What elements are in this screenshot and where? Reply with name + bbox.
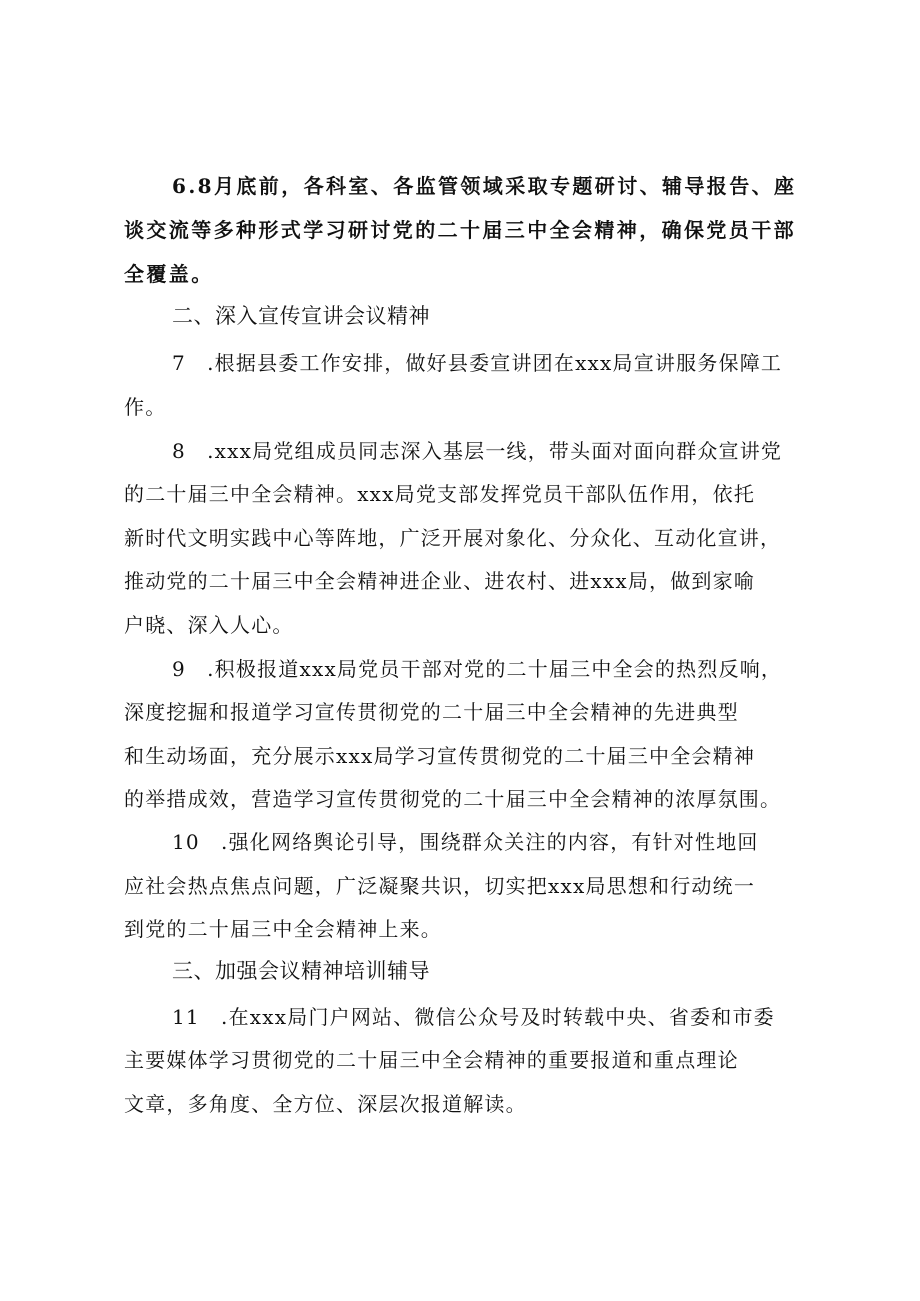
item-11-line-1: 11 .在xxx局门户网站、微信公众号及时转载中央、省委和市委 xyxy=(172,1005,775,1029)
item-9-line-3: 和生动场面，充分展示xxx局学习宣传贯彻党的二十届三中全会精神 xyxy=(124,744,756,768)
item-8-line-5: 户晓、深入人心。 xyxy=(124,613,294,637)
item-11-line-2: 主要媒体学习贯彻党的二十届三中全会精神的重要报道和重点理论 xyxy=(124,1048,739,1072)
item-6-line-3: 全覆盖。 xyxy=(124,262,214,286)
item-10-line-3: 到党的二十届三中全会精神上来。 xyxy=(124,917,442,941)
item-6-line-1: 6.8月底前，各科室、各监管领域采取专题研讨、辅导报告、座 xyxy=(172,174,797,198)
item-7-line-2: 作。 xyxy=(124,395,167,419)
item-9-line-1: 9 .积极报道xxx局党员干部对党的二十届三中全会的热烈反响， xyxy=(172,657,783,681)
item-10-line-1: 10 .强化网络舆论引导，围绕群众关注的内容，有针对性地回 xyxy=(172,830,759,854)
item-8-line-2: 的二十届三中全会精神。xxx局党支部发挥党员干部队伍作用，依托 xyxy=(124,482,756,506)
item-11-line-3: 文章，多角度、全方位、深层次报道解读。 xyxy=(124,1092,527,1116)
item-8-line-3: 新时代文明实践中心等阵地，广泛开展对象化、分众化、互动化宣讲， xyxy=(124,526,782,550)
section-2-heading: 二、深入宣传宣讲会议精神 xyxy=(172,304,430,328)
item-7-line-1: 7 .根据县委工作安排，做好县委宣讲团在xxx局宣讲服务保障工 xyxy=(172,351,783,375)
section-3-heading: 三、加强会议精神培训辅导 xyxy=(172,959,430,983)
item-8-line-1: 8 .xxx局党组成员同志深入基层一线，带头面对面向群众宣讲党 xyxy=(172,439,783,463)
item-9-line-4: 的举措成效，营造学习宣传贯彻党的二十届三中全会精神的浓厚氛围。 xyxy=(124,787,782,811)
item-8-line-4: 推动党的二十届三中全会精神进企业、进农村、进xxx局，做到家喻 xyxy=(124,569,756,593)
item-6-line-2: 谈交流等多种形式学习研讨党的二十届三中全会精神，确保党员干部 xyxy=(124,218,796,242)
item-9-line-2: 深度挖掘和报道学习宣传贯彻党的二十届三中全会精神的先进典型 xyxy=(124,700,739,724)
item-10-line-2: 应社会热点焦点问题，广泛凝聚共识，切实把xxx局思想和行动统一 xyxy=(124,874,756,898)
